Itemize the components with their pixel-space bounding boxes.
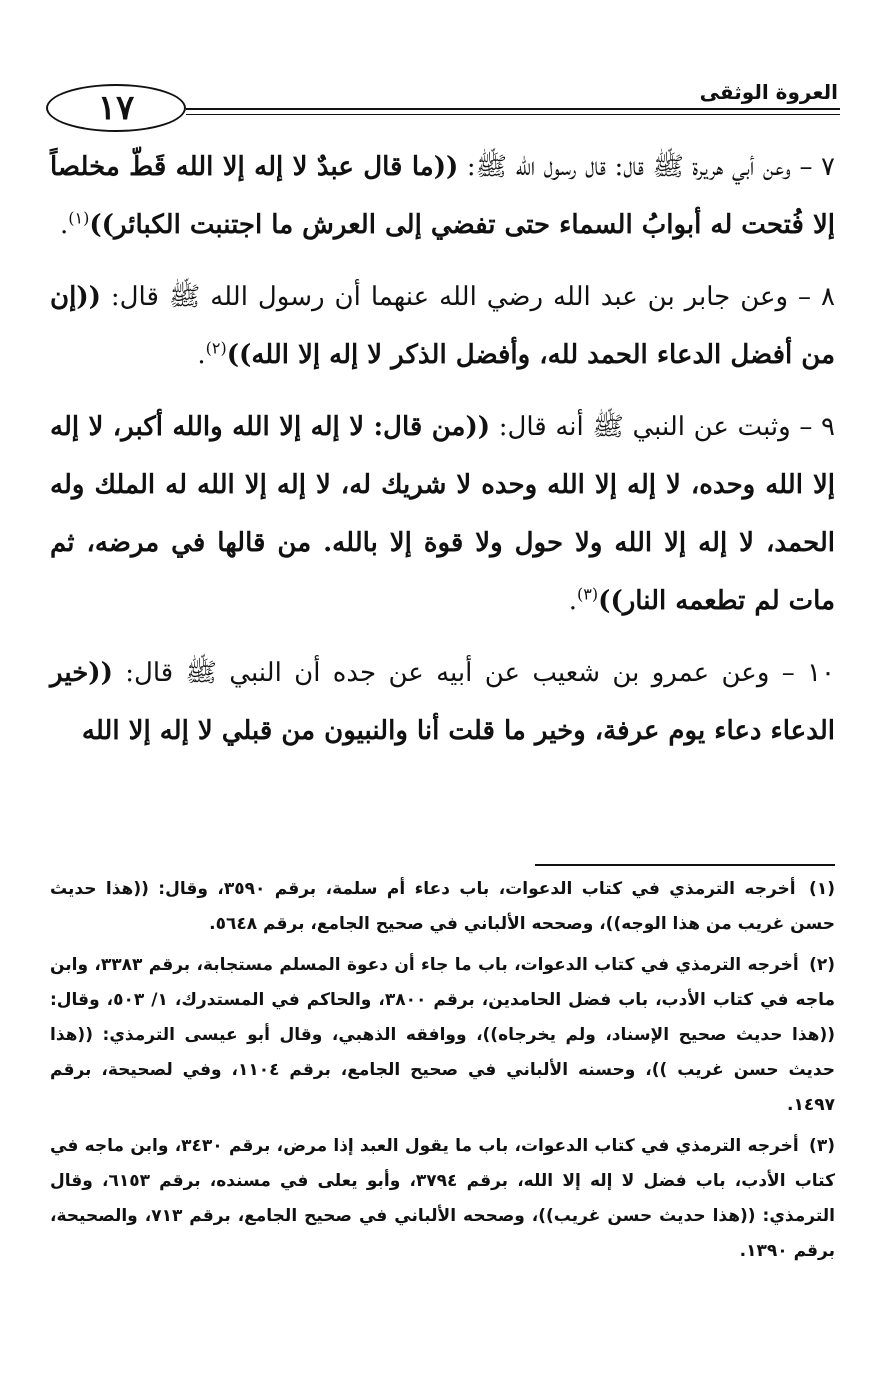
footnote-3 — [50, 1129, 835, 1269]
footnotes — [50, 872, 835, 1275]
footnote-ref: (١) — [68, 208, 90, 228]
paragraph-intro: ١٠ – وعن عمرو بن شعيب عن أبيه عن جده أن النبي ﷺ قال: — [112, 658, 835, 688]
footnote-number: (٢) — [809, 955, 836, 975]
hadith-quote: ((إن من أفضل الدعاء الحمد لله، وأفضل الذكر لا إله إلا الله)) — [50, 282, 835, 370]
paragraph-hadith-10 — [50, 644, 835, 760]
footnote-separator — [535, 864, 835, 866]
footnote-text: أخرجه الترمذي في كتاب الدعوات، باب دعاء أم سلمة، برقم ٣٥٩٠، وقال: ((هذا حديث حسن غريب من هذا الوجه))، وصححه الألباني في صحيح الجامع، برقم ٥٦٤٨. — [50, 879, 835, 934]
footnote-text: أخرجه الترمذي في كتاب الدعوات، باب ما جاء أن دعوة المسلم مستجابة، برقم ٣٣٨٣، وابن ماجه في كتاب الأدب، باب فضل الحامدين، برقم ٣٨٠٠، والحاكم في المستدرك، ١/ ٥٠٣، وقال: ((هذا حديث صحيح الإسناد، ولم يخرجاه))، ووافقه الذهبي، وقال أبو عيسى الترمذي: ((هذا حديث حسن غريب ))، وحسنه الألباني في صحيح الجامع، برقم ١١٠٤، وفي لصحيحة، برقم ١٤٩٧. — [50, 955, 835, 1115]
paragraph-hadith-8 — [50, 268, 835, 384]
paragraph-end: . — [60, 210, 69, 240]
footnote-number: (١) — [809, 879, 835, 899]
footnote-2 — [50, 948, 835, 1123]
footnote-number: (٣) — [809, 1136, 835, 1156]
paragraph-hadith-7 — [50, 138, 835, 254]
paragraph-end: . — [197, 340, 206, 370]
paragraph-intro: ٧ – وعن أبي هريرة ﷺ قال: قال رسول الله ﷺ: — [458, 152, 835, 182]
footnote-text: أخرجه الترمذي في كتاب الدعوات، باب ما يقول العبد إذا مرض، برقم ٣٤٣٠، وابن ماجه في كتاب الأدب، باب فضل لا إله إلا الله، برقم ٣٧٩٤، وأبو يعلى في مسنده، برقم ٦١٥٣، وقال الترمذي: ((هذا حديث حسن غريب))، وصححه الألباني في صحيح الجامع، برقم ٧١٣، والصحيحة، برقم ١٣٩٠. — [50, 1136, 836, 1261]
running-title: العروة الوثقى — [699, 80, 838, 104]
footnote-ref: (٣) — [577, 584, 599, 604]
page-number-oval — [46, 84, 186, 132]
header-rule — [186, 108, 840, 110]
hadith-quote: ((ما قال عبدٌ لا إله إلا الله قَطّ مخلصاً إلا فُتحت له أبوابُ السماء حتى تفضي إلى العرش ما اجتنبت الكبائر)) — [50, 152, 835, 240]
paragraph-hadith-9 — [50, 398, 835, 630]
hadith-quote: ((من قال: لا إله إلا الله والله أكبر، لا إله إلا الله وحده، لا إله إلا الله وحده لا شريك له، لا إله إلا الله له الملك وله الحمد، لا إله إلا الله ولا حول ولا قوة إلا بالله. من قالها في مرضه، ثم مات لم تطعمه النار)) — [50, 412, 835, 616]
paragraph-intro: ٩ – وثبت عن النبي ﷺ أنه قال: — [490, 412, 835, 442]
main-text — [50, 138, 835, 774]
page-number: ١٧ — [97, 88, 135, 128]
page-header — [40, 72, 840, 138]
footnote-ref: (٢) — [205, 338, 227, 358]
paragraph-end: . — [568, 586, 578, 616]
header-rule-thin — [186, 114, 840, 115]
hadith-quote: ((خير الدعاء دعاء يوم عرفة، وخير ما قلت أنا والنبيون من قبلي لا إله إلا الله — [50, 658, 835, 746]
paragraph-intro: ٨ – وعن جابر بن عبد الله رضي الله عنهما أن رسول الله ﷺ قال: — [100, 282, 835, 312]
footnote-1 — [50, 872, 835, 942]
